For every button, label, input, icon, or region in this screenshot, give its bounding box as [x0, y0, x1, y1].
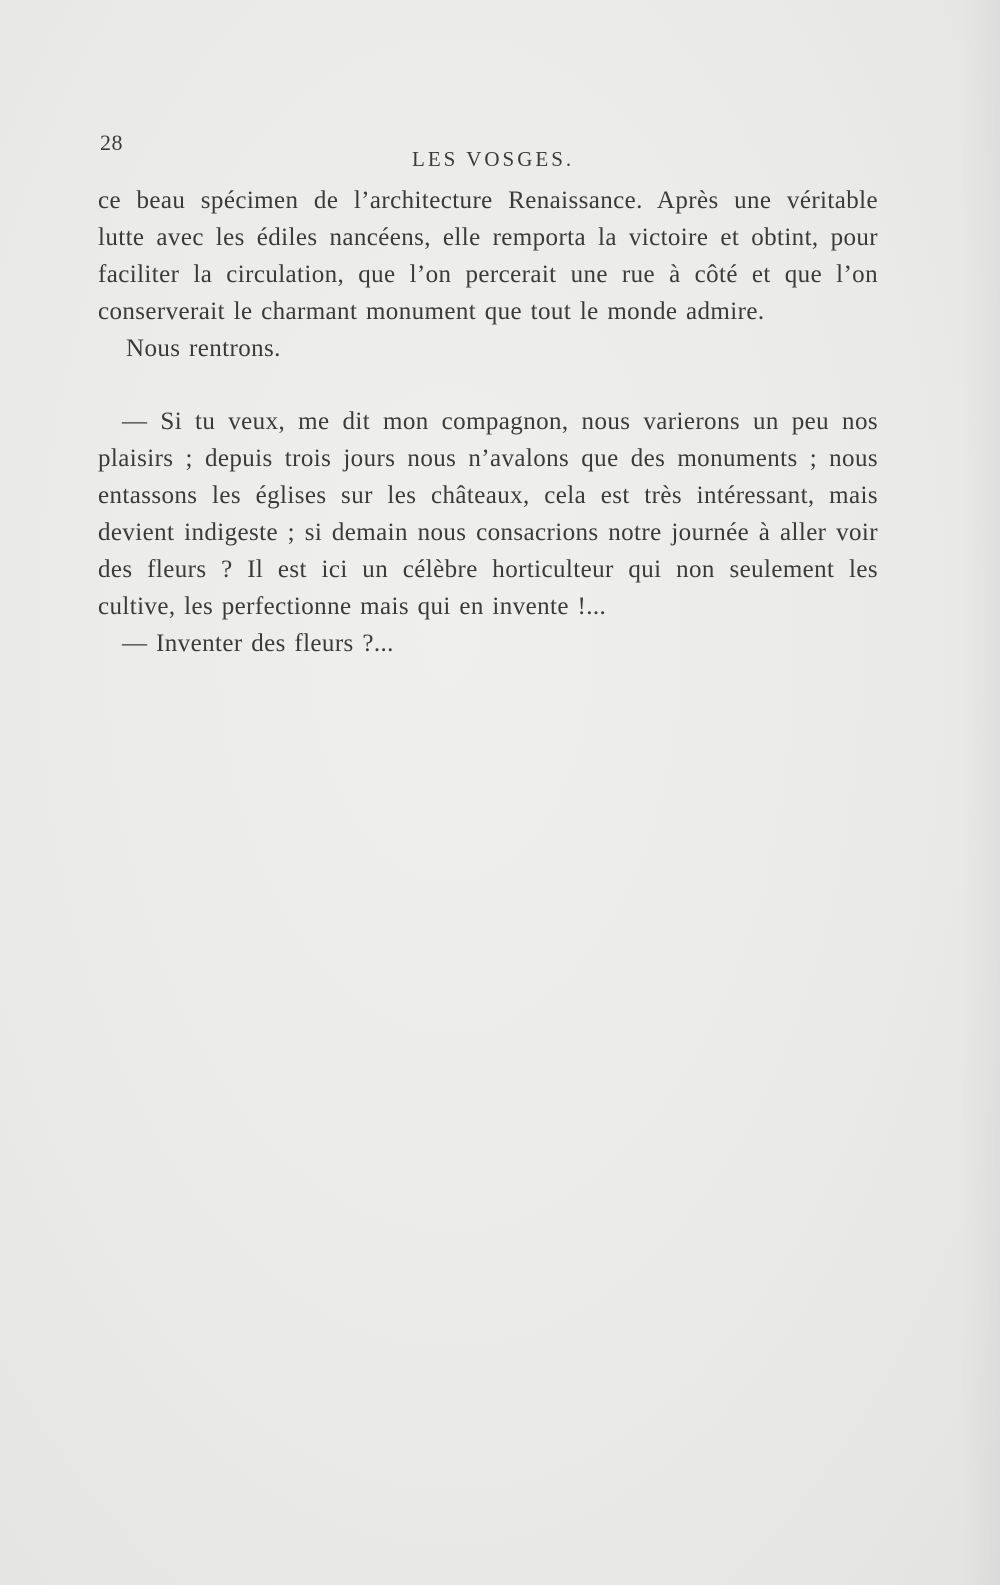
running-title: LES VOSGES.	[412, 147, 575, 171]
paragraph-dialogue-reply: — Inventer des fleurs ?...	[122, 630, 394, 657]
paragraph-nous-rentrons: Nous rentrons.	[126, 335, 281, 362]
paragraph-dialogue-companion: — Si tu veux, me dit mon compagnon, nous varierons un peu nos plaisirs ; depuis trois jours nous n’avalons que des monuments ; nous entassons les églises sur les châteaux, cela est très intéressant, mais devient indigeste ; si demain nous consacrions notre journée à aller voir des fleurs ? Il est ici un célèbre horticulteur qui non seulement les cultive, les perfectionne mais qui en invente !...	[98, 408, 878, 620]
paragraph-continuation: ce beau spécimen de l’architecture Renaissance. Après une véritable lutte avec les édiles nancéens, elle remporta la victoire et obtint, pour faciliter la circulation, que l’on percerait une rue à côté et que l’on conserverait le charmant monument que tout le monde admire.	[98, 187, 878, 325]
page-number: 28	[100, 130, 123, 155]
paragraph-gap	[98, 367, 878, 403]
body-text	[98, 182, 878, 662]
page-edge-shadow	[960, 0, 1000, 1585]
